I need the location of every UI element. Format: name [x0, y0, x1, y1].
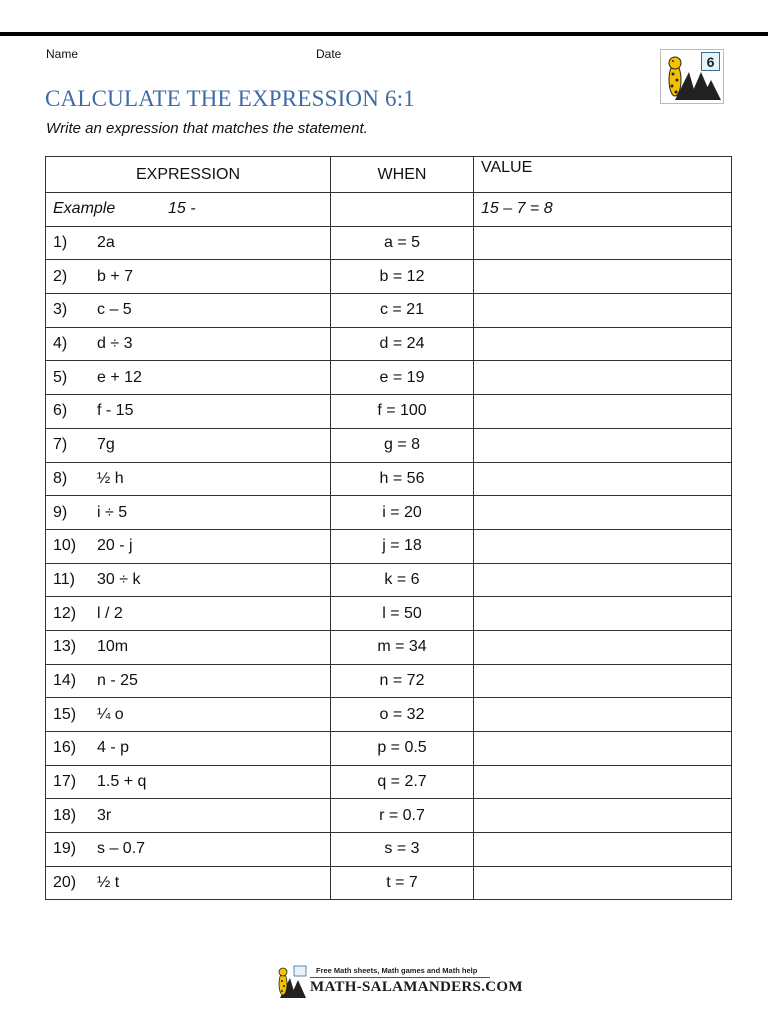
- example-value: 15 – 7 = 8: [481, 200, 553, 218]
- table-header-row: [46, 157, 732, 193]
- example-when-cell: [331, 193, 474, 227]
- question-number: 11): [53, 570, 75, 588]
- question-number: 1): [53, 234, 68, 252]
- expression-cell: [46, 833, 331, 867]
- question-number: 4): [53, 335, 68, 353]
- table-row: [46, 428, 732, 462]
- date-label: Date: [316, 47, 342, 61]
- question-number: 13): [53, 638, 77, 656]
- value-answer-cell[interactable]: [474, 361, 732, 395]
- table-row: [46, 496, 732, 530]
- salamander-icon: [274, 964, 310, 1000]
- table-row: [46, 327, 732, 361]
- question-number: 17): [53, 773, 77, 791]
- expression-text: ¼ o: [97, 705, 124, 723]
- value-answer-cell[interactable]: [474, 597, 732, 631]
- when-cell: e = 19: [331, 361, 474, 395]
- table-row: [46, 395, 732, 429]
- expression-cell: [46, 294, 331, 328]
- when-cell: d = 24: [331, 327, 474, 361]
- example-value-cell: [474, 193, 732, 227]
- when-cell: b = 12: [331, 260, 474, 294]
- worksheet-table: [45, 156, 732, 900]
- value-answer-cell[interactable]: [474, 799, 732, 833]
- value-answer-cell[interactable]: [474, 462, 732, 496]
- value-answer-cell[interactable]: [474, 866, 732, 900]
- expression-text: ½ h: [97, 469, 124, 487]
- question-number: 8): [53, 469, 68, 487]
- question-number: 18): [53, 806, 77, 824]
- question-number: 19): [53, 840, 77, 858]
- instructions: Write an expression that matches the statement.: [46, 120, 368, 137]
- column-header-value: VALUE: [474, 157, 732, 193]
- expression-text: e + 12: [97, 368, 142, 386]
- expression-text: c – 5: [97, 301, 132, 319]
- expression-cell: [46, 799, 331, 833]
- value-answer-cell[interactable]: [474, 395, 732, 429]
- value-answer-cell[interactable]: [474, 294, 732, 328]
- math-salamanders-logo: [660, 49, 724, 104]
- expression-cell: [46, 664, 331, 698]
- expression-text: 7g: [97, 436, 115, 454]
- question-number: 9): [53, 503, 68, 521]
- footer-divider: [310, 977, 490, 978]
- expression-text: s – 0.7: [97, 840, 146, 858]
- table-row: [46, 361, 732, 395]
- page-title: CALCULATE THE EXPRESSION 6:1: [45, 86, 415, 111]
- question-number: 3): [53, 301, 68, 319]
- value-answer-cell[interactable]: [474, 765, 732, 799]
- expression-text: 20 - j: [97, 537, 133, 555]
- when-cell: o = 32: [331, 698, 474, 732]
- when-cell: r = 0.7: [331, 799, 474, 833]
- value-answer-cell[interactable]: [474, 732, 732, 766]
- expression-cell: [46, 529, 331, 563]
- example-row: [46, 193, 732, 227]
- column-header-when: WHEN: [331, 157, 474, 193]
- question-number: 12): [53, 604, 77, 622]
- expression-text: 2a: [97, 234, 115, 252]
- question-number: 16): [53, 739, 77, 757]
- expression-cell: [46, 765, 331, 799]
- value-answer-cell[interactable]: [474, 496, 732, 530]
- table-row: [46, 698, 732, 732]
- expression-text: i ÷ 5: [97, 503, 128, 521]
- table-row: [46, 462, 732, 496]
- value-answer-cell[interactable]: [474, 260, 732, 294]
- example-expression: 15 -: [168, 200, 196, 218]
- value-answer-cell[interactable]: [474, 226, 732, 260]
- when-cell: m = 34: [331, 630, 474, 664]
- example-label: Example: [53, 200, 116, 218]
- table-row: [46, 664, 732, 698]
- value-answer-cell[interactable]: [474, 563, 732, 597]
- expression-cell: [46, 226, 331, 260]
- table-row: [46, 563, 732, 597]
- top-rule: [0, 32, 768, 36]
- when-cell: p = 0.5: [331, 732, 474, 766]
- when-cell: j = 18: [331, 529, 474, 563]
- table-row: [46, 765, 732, 799]
- expression-text: f - 15: [97, 402, 134, 420]
- when-cell: i = 20: [331, 496, 474, 530]
- table-row: [46, 833, 732, 867]
- when-cell: h = 56: [331, 462, 474, 496]
- when-cell: c = 21: [331, 294, 474, 328]
- expression-cell: [46, 327, 331, 361]
- expression-cell: [46, 698, 331, 732]
- when-cell: k = 6: [331, 563, 474, 597]
- table-row: [46, 529, 732, 563]
- question-number: 5): [53, 368, 68, 386]
- when-cell: q = 2.7: [331, 765, 474, 799]
- expression-text: l / 2: [97, 604, 123, 622]
- expression-text: 3r: [97, 806, 112, 824]
- table-row: [46, 630, 732, 664]
- footer-brand: MATH-SALAMANDERS.COM: [310, 979, 523, 995]
- example-expression-cell: [46, 193, 331, 227]
- expression-text: 4 - p: [97, 739, 130, 757]
- expression-cell: [46, 428, 331, 462]
- table-row: [46, 597, 732, 631]
- value-answer-cell[interactable]: [474, 327, 732, 361]
- expression-cell: [46, 260, 331, 294]
- question-number: 7): [53, 436, 68, 454]
- value-answer-cell[interactable]: [474, 428, 732, 462]
- expression-cell: [46, 395, 331, 429]
- table-row: [46, 799, 732, 833]
- value-answer-cell[interactable]: [474, 630, 732, 664]
- question-number: 2): [53, 267, 68, 285]
- name-label: Name: [46, 47, 79, 61]
- question-number: 10): [53, 537, 77, 555]
- table-row: [46, 866, 732, 900]
- value-answer-cell[interactable]: [474, 698, 732, 732]
- expression-text: 30 ÷ k: [97, 570, 141, 588]
- footer-tagline: Free Math sheets, Math games and Math help: [316, 966, 478, 975]
- value-answer-cell[interactable]: [474, 529, 732, 563]
- table-row: [46, 732, 732, 766]
- expression-cell: [46, 597, 331, 631]
- value-answer-cell[interactable]: [474, 664, 732, 698]
- expression-cell: [46, 630, 331, 664]
- when-cell: a = 5: [331, 226, 474, 260]
- footer-logo: [274, 964, 523, 1000]
- question-number: 14): [53, 671, 77, 689]
- expression-text: 1.5 + q: [97, 773, 147, 791]
- when-cell: l = 50: [331, 597, 474, 631]
- expression-text: n - 25: [97, 671, 138, 689]
- value-answer-cell[interactable]: [474, 833, 732, 867]
- expression-text: d ÷ 3: [97, 335, 133, 353]
- expression-text: ½ t: [97, 874, 120, 892]
- table-row: [46, 226, 732, 260]
- expression-text: 10m: [97, 638, 129, 656]
- question-number: 15): [53, 705, 77, 723]
- grade-badge: 6: [701, 52, 720, 71]
- expression-cell: [46, 496, 331, 530]
- when-cell: f = 100: [331, 395, 474, 429]
- expression-cell: [46, 732, 331, 766]
- when-cell: g = 8: [331, 428, 474, 462]
- expression-cell: [46, 462, 331, 496]
- when-cell: s = 3: [331, 833, 474, 867]
- expression-cell: [46, 866, 331, 900]
- table-row: [46, 260, 732, 294]
- when-cell: n = 72: [331, 664, 474, 698]
- question-number: 20): [53, 874, 77, 892]
- question-number: 6): [53, 402, 68, 420]
- expression-cell: [46, 361, 331, 395]
- expression-text: b + 7: [97, 267, 134, 285]
- column-header-expression: EXPRESSION: [46, 157, 331, 193]
- when-cell: t = 7: [331, 866, 474, 900]
- table-row: [46, 294, 732, 328]
- expression-cell: [46, 563, 331, 597]
